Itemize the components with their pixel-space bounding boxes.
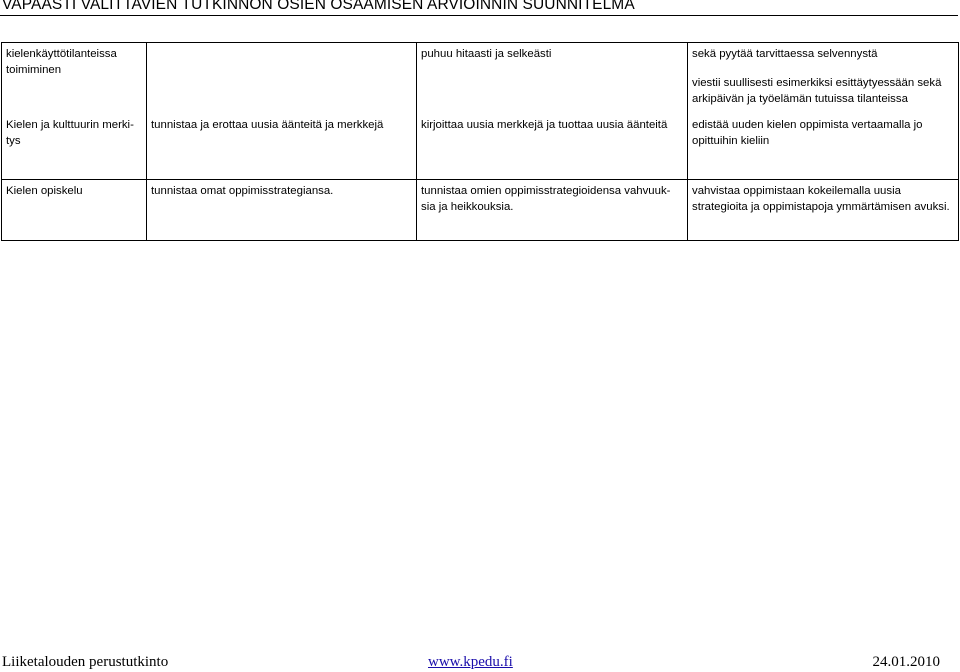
cell-text: tunnistaa omien oppimisstrategioidensa vahvuuk-sia ja heikkouksia. — [421, 185, 671, 213]
table-row — [2, 114, 959, 180]
row-heading: Kielen opiskelu — [6, 185, 83, 197]
table-cell — [688, 114, 959, 180]
table-cell — [147, 180, 417, 241]
cell-text: vahvistaa oppimistaan kokeilemalla uusia strategioita ja oppimistapoja ymmärtämisen avuksi. — [692, 185, 950, 213]
footer-school-program: Liiketalouden perustutkinto — [2, 654, 169, 670]
page-footer — [2, 652, 958, 672]
cell-text: tunnistaa omat oppimisstrategiansa. — [151, 185, 334, 197]
document-title: VAPAASTI VALITTAVIEN TUTKINNON OSIEN OSAAMISEN ARVIOINNIN SUUNNITELMA — [2, 0, 958, 20]
table-cell — [417, 114, 688, 180]
table-row — [2, 180, 959, 241]
cell-spacer — [692, 62, 954, 75]
row-heading: Kielen ja kulttuurin merki-tys — [6, 119, 134, 147]
cell-text: sekä pyytää tarvittaessa selvennystä — [692, 48, 878, 60]
table-cell — [688, 180, 959, 241]
cell-text: viestii suullisesti esimerkiksi esittäytyessään sekä arkipäivän ja työelämän tutuissa tilanteissa — [692, 77, 942, 105]
footer-website-link[interactable]: www.kpedu.fi — [428, 654, 513, 670]
table-cell — [417, 180, 688, 241]
cell-text: tunnistaa ja erottaa uusia äänteitä ja merkkejä — [151, 119, 384, 131]
row-heading-cell — [2, 180, 147, 241]
row-heading-cell — [2, 43, 147, 115]
table-row — [2, 43, 959, 115]
table-cell — [688, 43, 959, 115]
cell-text: edistää uuden kielen oppimista vertaamalla jo opittuihin kieliin — [692, 119, 923, 147]
table-cell — [147, 114, 417, 180]
row-heading-cell — [2, 114, 147, 180]
row-heading: kielenkäyttötilanteissa toimiminen — [6, 48, 117, 76]
footer-date: 24.01.2010 — [872, 654, 940, 670]
cell-text: kirjoittaa uusia merkkejä ja tuottaa uusia äänteitä — [421, 119, 668, 131]
table-cell — [417, 43, 688, 115]
assessment-table — [1, 42, 959, 241]
table-cell — [147, 43, 417, 115]
cell-text: puhuu hitaasti ja selkeästi — [421, 48, 552, 60]
